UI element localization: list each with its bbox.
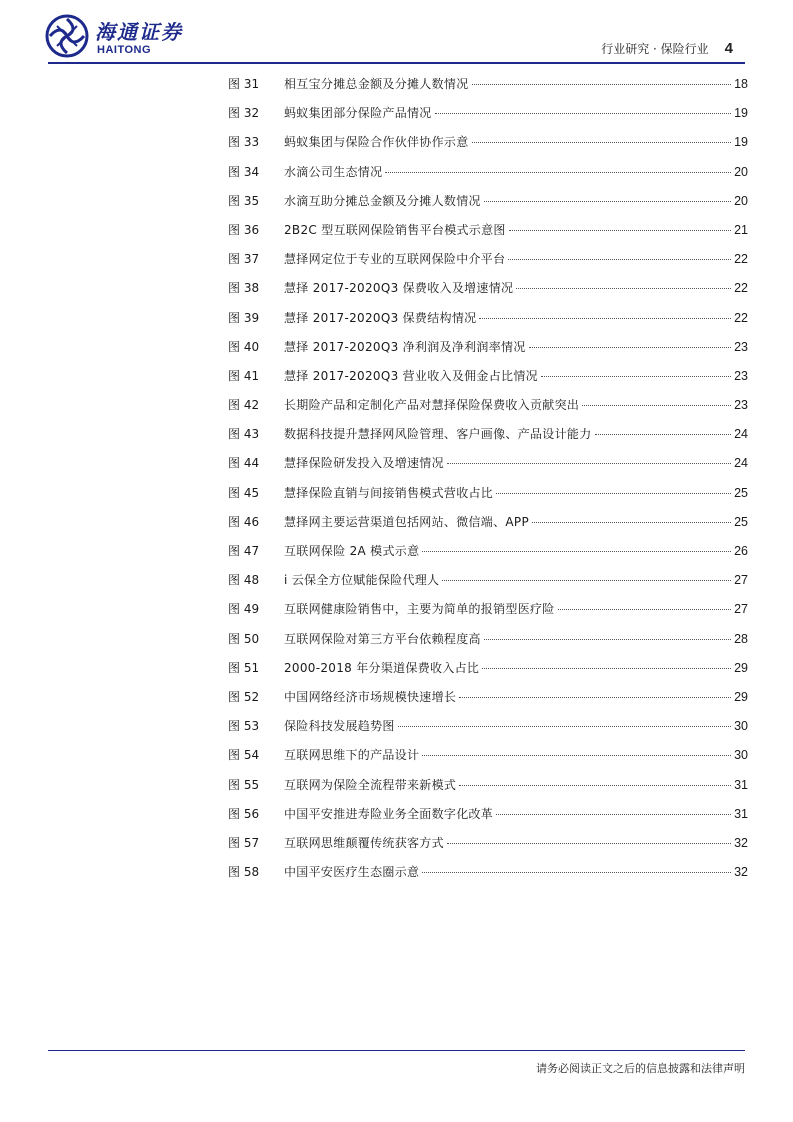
toc-leader-dots — [459, 697, 731, 698]
toc-page-number[interactable]: 18 — [734, 77, 748, 91]
toc-page-number[interactable]: 28 — [734, 631, 748, 646]
toc-figure-number: 图 42 — [228, 398, 260, 413]
toc-leader-dots — [595, 434, 732, 435]
toc-leader-dots — [496, 493, 731, 494]
toc-leader-dots — [385, 172, 731, 173]
toc-entry[interactable] — [228, 367, 748, 396]
toc-figure-title[interactable]: 蚂蚁集团与保险合作伙伴协作示意 — [284, 135, 469, 150]
toc-entry[interactable] — [228, 75, 748, 104]
toc-figure-number: 图 45 — [228, 485, 260, 500]
toc-entry[interactable] — [228, 776, 748, 805]
toc-page-number[interactable]: 31 — [734, 806, 748, 821]
toc-page-number[interactable]: 24 — [734, 427, 748, 442]
toc-page-number[interactable]: 23 — [734, 368, 748, 383]
toc-entry[interactable] — [228, 279, 748, 308]
page-number: 4 — [724, 40, 733, 57]
toc-figure-number: 图 41 — [228, 368, 260, 383]
toc-figure-number: 图 37 — [228, 252, 260, 267]
toc-leader-dots — [509, 230, 731, 231]
toc-page-number[interactable]: 22 — [734, 252, 748, 267]
toc-figure-title[interactable]: 慧择网主要运营渠道包括网站、微信端、APP — [284, 514, 529, 529]
company-logo — [45, 14, 225, 60]
toc-page-number[interactable]: 22 — [734, 310, 748, 325]
toc-figure-title[interactable]: 互联网保险 2A 模式示意 — [284, 544, 420, 558]
toc-entry[interactable] — [228, 104, 748, 133]
toc-page-number[interactable]: 23 — [734, 339, 748, 354]
toc-figure-number: 图 53 — [228, 719, 260, 734]
toc-entry[interactable] — [228, 659, 748, 688]
toc-leader-dots — [482, 668, 731, 669]
toc-leader-dots — [447, 463, 731, 464]
toc-page-number[interactable]: 26 — [734, 544, 748, 558]
toc-page-number[interactable]: 27 — [734, 602, 748, 617]
figure-list — [228, 75, 748, 892]
toc-page-number[interactable]: 19 — [734, 106, 748, 121]
toc-figure-title[interactable]: 互联网健康险销售中，主要为简单的报销型医疗险 — [284, 602, 555, 617]
toc-figure-title[interactable]: 相互宝分摊总金额及分摊人数情况 — [284, 77, 469, 91]
toc-figure-title[interactable]: 慧择 2017-2020Q3 保费收入及增速情况 — [284, 281, 514, 296]
toc-leader-dots — [442, 580, 731, 581]
toc-figure-number: 图 47 — [228, 544, 260, 558]
toc-figure-number: 图 38 — [228, 281, 260, 296]
toc-entry[interactable] — [228, 396, 748, 425]
toc-figure-title[interactable]: 慧择保险直销与间接销售模式营收占比 — [284, 485, 494, 500]
toc-leader-dots — [496, 814, 731, 815]
toc-page-number[interactable]: 29 — [734, 689, 748, 704]
toc-figure-number: 图 44 — [228, 456, 260, 471]
toc-entry[interactable] — [228, 425, 748, 454]
page-header — [601, 40, 733, 57]
toc-leader-dots — [398, 726, 731, 727]
toc-figure-title[interactable]: 2000-2018 年分渠道保费收入占比 — [284, 660, 480, 675]
toc-page-number[interactable]: 30 — [734, 719, 748, 734]
toc-figure-title[interactable]: 中国平安推进寿险业务全面数字化改革 — [284, 806, 494, 821]
toc-figure-title[interactable]: 长期险产品和定制化产品对慧择保险保费收入贡献突出 — [284, 398, 580, 413]
toc-leader-dots — [582, 405, 731, 406]
toc-leader-dots — [459, 785, 731, 786]
toc-figure-title[interactable]: i 云保全方位赋能保险代理人 — [284, 573, 440, 588]
toc-figure-title[interactable]: 保险科技发展趋势图 — [284, 719, 395, 734]
toc-leader-dots — [422, 551, 731, 552]
toc-figure-title[interactable]: 慧择网定位于专业的互联网保险中介平台 — [284, 252, 506, 267]
toc-figure-number: 图 58 — [228, 865, 260, 880]
toc-page-number[interactable]: 30 — [734, 748, 748, 763]
toc-leader-dots — [472, 142, 732, 143]
toc-figure-title[interactable]: 中国平安医疗生态圈示意 — [284, 865, 420, 880]
toc-leader-dots — [472, 84, 732, 85]
toc-page-number[interactable]: 24 — [734, 456, 748, 471]
toc-page-number[interactable]: 19 — [734, 135, 748, 150]
toc-figure-title[interactable]: 互联网保险对第三方平台依赖程度高 — [284, 631, 481, 646]
toc-figure-title[interactable]: 慧择保险研发投入及增速情况 — [284, 456, 444, 471]
toc-entry[interactable] — [228, 805, 748, 834]
toc-page-number[interactable]: 32 — [734, 835, 748, 850]
logo-chinese-text: 海通证券 — [95, 20, 183, 44]
toc-figure-number: 图 57 — [228, 835, 260, 850]
toc-entry[interactable] — [228, 717, 748, 746]
toc-entry[interactable] — [228, 542, 748, 571]
toc-figure-number: 图 32 — [228, 106, 260, 121]
haitong-logo-icon — [45, 14, 89, 58]
toc-page-number[interactable]: 31 — [734, 777, 748, 792]
toc-figure-number: 图 54 — [228, 748, 260, 763]
toc-figure-number: 图 43 — [228, 427, 260, 442]
toc-page-number[interactable]: 25 — [734, 485, 748, 500]
toc-entry[interactable] — [228, 338, 748, 367]
toc-figure-number: 图 39 — [228, 310, 260, 325]
toc-leader-dots — [508, 259, 731, 260]
toc-figure-title[interactable]: 数据科技提升慧择网风险管理、客户画像、产品设计能力 — [284, 427, 592, 442]
toc-page-number[interactable]: 23 — [734, 398, 748, 413]
toc-page-number[interactable]: 21 — [734, 222, 748, 237]
toc-figure-number: 图 31 — [228, 77, 260, 91]
toc-page-number[interactable]: 29 — [734, 660, 748, 675]
toc-figure-title[interactable]: 2B2C 型互联网保险销售平台模式示意图 — [284, 222, 506, 237]
toc-figure-title[interactable]: 慧择 2017-2020Q3 保费结构情况 — [284, 310, 477, 325]
toc-entry[interactable] — [228, 600, 748, 629]
footer-disclaimer: 请务必阅读正文之后的信息披露和法律声明 — [536, 1062, 745, 1075]
toc-entry[interactable] — [228, 688, 748, 717]
toc-figure-title[interactable]: 中国网络经济市场规模快速增长 — [284, 689, 457, 704]
toc-figure-number: 图 46 — [228, 514, 260, 529]
header-section-title: 行业研究 · 保险行业 — [601, 42, 709, 56]
footer-divider — [48, 1050, 745, 1051]
toc-figure-number: 图 52 — [228, 689, 260, 704]
toc-figure-title[interactable]: 蚂蚁集团部分保险产品情况 — [284, 106, 432, 121]
toc-entry[interactable] — [228, 221, 748, 250]
toc-page-number[interactable]: 20 — [734, 193, 748, 208]
toc-figure-number: 图 56 — [228, 806, 260, 821]
toc-entry[interactable] — [228, 163, 748, 192]
toc-figure-title[interactable]: 互联网为保险全流程带来新模式 — [284, 777, 457, 792]
toc-entry[interactable] — [228, 309, 748, 338]
header-divider — [48, 62, 745, 64]
toc-figure-number: 图 34 — [228, 164, 260, 179]
toc-page-number[interactable]: 25 — [734, 514, 748, 529]
toc-leader-dots — [422, 755, 731, 756]
toc-figure-title[interactable]: 水滴公司生态情况 — [284, 164, 383, 179]
toc-leader-dots — [516, 288, 731, 289]
toc-figure-number: 图 35 — [228, 193, 260, 208]
toc-leader-dots — [541, 376, 731, 377]
toc-entry[interactable] — [228, 863, 748, 892]
toc-figure-title[interactable]: 慧择 2017-2020Q3 净利润及净利润率情况 — [284, 339, 526, 354]
toc-leader-dots — [532, 522, 731, 523]
toc-entry[interactable] — [228, 834, 748, 863]
toc-page-number[interactable]: 20 — [734, 164, 748, 179]
toc-figure-title[interactable]: 慧择 2017-2020Q3 营业收入及佣金占比情况 — [284, 368, 538, 383]
logo-english-text: HAITONG — [97, 44, 152, 56]
toc-leader-dots — [479, 318, 731, 319]
toc-page-number[interactable]: 27 — [734, 573, 748, 588]
toc-leader-dots — [484, 639, 731, 640]
toc-figure-number: 图 48 — [228, 573, 260, 588]
toc-figure-title[interactable]: 水滴互助分摊总金额及分摊人数情况 — [284, 193, 481, 208]
toc-page-number[interactable]: 32 — [734, 865, 748, 880]
toc-figure-title[interactable]: 互联网思维下的产品设计 — [284, 748, 420, 763]
toc-entry[interactable] — [228, 192, 748, 221]
toc-entry[interactable] — [228, 484, 748, 513]
toc-leader-dots — [558, 609, 731, 610]
toc-figure-number: 图 33 — [228, 135, 260, 150]
toc-figure-number: 图 49 — [228, 602, 260, 617]
toc-entry[interactable] — [228, 630, 748, 659]
toc-figure-number: 图 55 — [228, 777, 260, 792]
toc-leader-dots — [529, 347, 731, 348]
toc-leader-dots — [447, 843, 731, 844]
toc-page-number[interactable]: 22 — [734, 281, 748, 296]
toc-figure-number: 图 36 — [228, 222, 260, 237]
toc-entry[interactable] — [228, 250, 748, 279]
toc-leader-dots — [435, 113, 731, 114]
toc-figure-number: 图 50 — [228, 631, 260, 646]
toc-entry[interactable] — [228, 571, 748, 600]
toc-leader-dots — [484, 201, 731, 202]
toc-figure-number: 图 40 — [228, 339, 260, 354]
toc-entry[interactable] — [228, 133, 748, 162]
toc-leader-dots — [422, 872, 731, 873]
toc-entry[interactable] — [228, 513, 748, 542]
toc-figure-number: 图 51 — [228, 660, 260, 675]
toc-entry[interactable] — [228, 454, 748, 483]
toc-entry[interactable] — [228, 746, 748, 775]
toc-figure-title[interactable]: 互联网思维颠覆传统获客方式 — [284, 835, 444, 850]
